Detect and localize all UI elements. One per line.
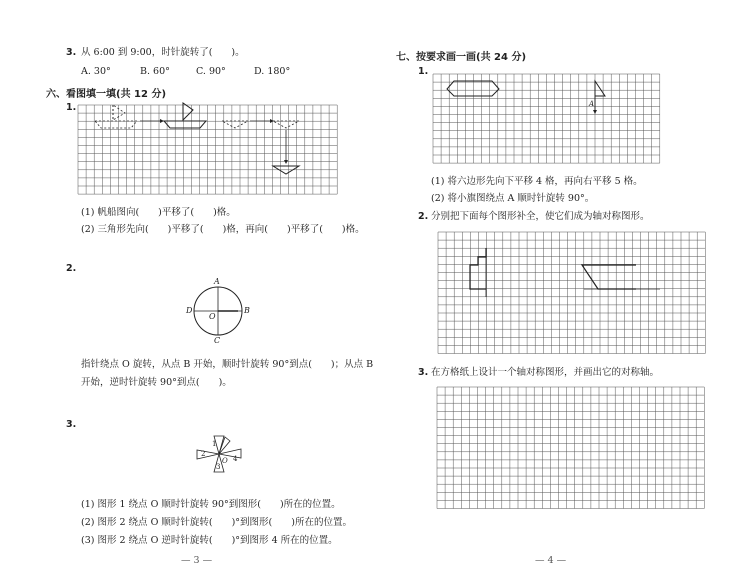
- square-grid: [437, 387, 704, 509]
- fig-label-3: 3: [216, 463, 221, 471]
- option-c[interactable]: C. 90°: [196, 66, 226, 77]
- page-number-right: — 4 —: [535, 555, 567, 566]
- label-b: B: [244, 306, 250, 315]
- label-o: O: [209, 312, 216, 321]
- point-a-label: A: [589, 100, 595, 108]
- question-text: 分别把下面每个图形补全，使它们成为轴对称图形。: [431, 211, 650, 222]
- r-q1-line-1: (1) 将六边形先向下平移 4 格，再向右平移 5 格。: [431, 176, 643, 187]
- page-number-left: — 3 —: [181, 555, 213, 566]
- label-c: C: [214, 336, 221, 345]
- question-text: 在方格纸上设计一个轴对称图形，并画出它的对称轴。: [431, 367, 660, 378]
- question-number: 1.: [66, 102, 77, 113]
- question-text: 从 6:00 到 9:00，时针旋转了( )。: [81, 47, 245, 58]
- q3-line-3: (3) 图形 2 绕点 O 逆时针旋转( )°到图形 4 所在的位置。: [81, 535, 338, 546]
- question-number: 3.: [418, 367, 429, 378]
- question-number: 3.: [66, 419, 77, 430]
- fig-label-1: 1: [212, 440, 217, 448]
- q3-line-1: (1) 图形 1 绕点 O 顺时针旋转 90°到图形( )所在的位置。: [81, 499, 341, 510]
- section-title: 六、看图填一填(共 12 分): [46, 89, 167, 100]
- question-number: 3.: [66, 47, 77, 58]
- label-a: A: [214, 277, 220, 286]
- label-d: D: [186, 306, 193, 315]
- option-a[interactable]: A. 30°: [81, 66, 111, 77]
- question-number: 2.: [418, 211, 429, 222]
- q3-line-2: (2) 图形 2 绕点 O 顺时针旋转( )°到图形( )所在的位置。: [81, 517, 352, 528]
- option-d[interactable]: D. 180°: [254, 66, 291, 77]
- question-number: 1.: [418, 66, 429, 77]
- fig-label-4: 4: [233, 455, 238, 463]
- question-number: 2.: [66, 263, 77, 274]
- option-b[interactable]: B. 60°: [140, 66, 170, 77]
- q1-line-2: (2) 三角形先向( )平移了( )格，再向( )平移了( )格。: [81, 224, 365, 235]
- q2-line-2: 开始，逆时针旋转 90°到点( )。: [81, 377, 232, 388]
- fig-label-2: 2: [201, 450, 206, 458]
- r-q1-line-2: (2) 将小旗图绕点 A 顺时针旋转 90°。: [431, 193, 595, 204]
- section-title: 七、按要求画一画(共 24 分): [396, 52, 527, 63]
- fig-label-o: O: [222, 457, 228, 465]
- q1-line-1: (1) 帆船图向( )平移了( )格。: [81, 207, 236, 218]
- q2-line-1: 指针绕点 O 旋转，从点 B 开始，顺时针旋转 90°到点( )；从点 B: [81, 359, 374, 370]
